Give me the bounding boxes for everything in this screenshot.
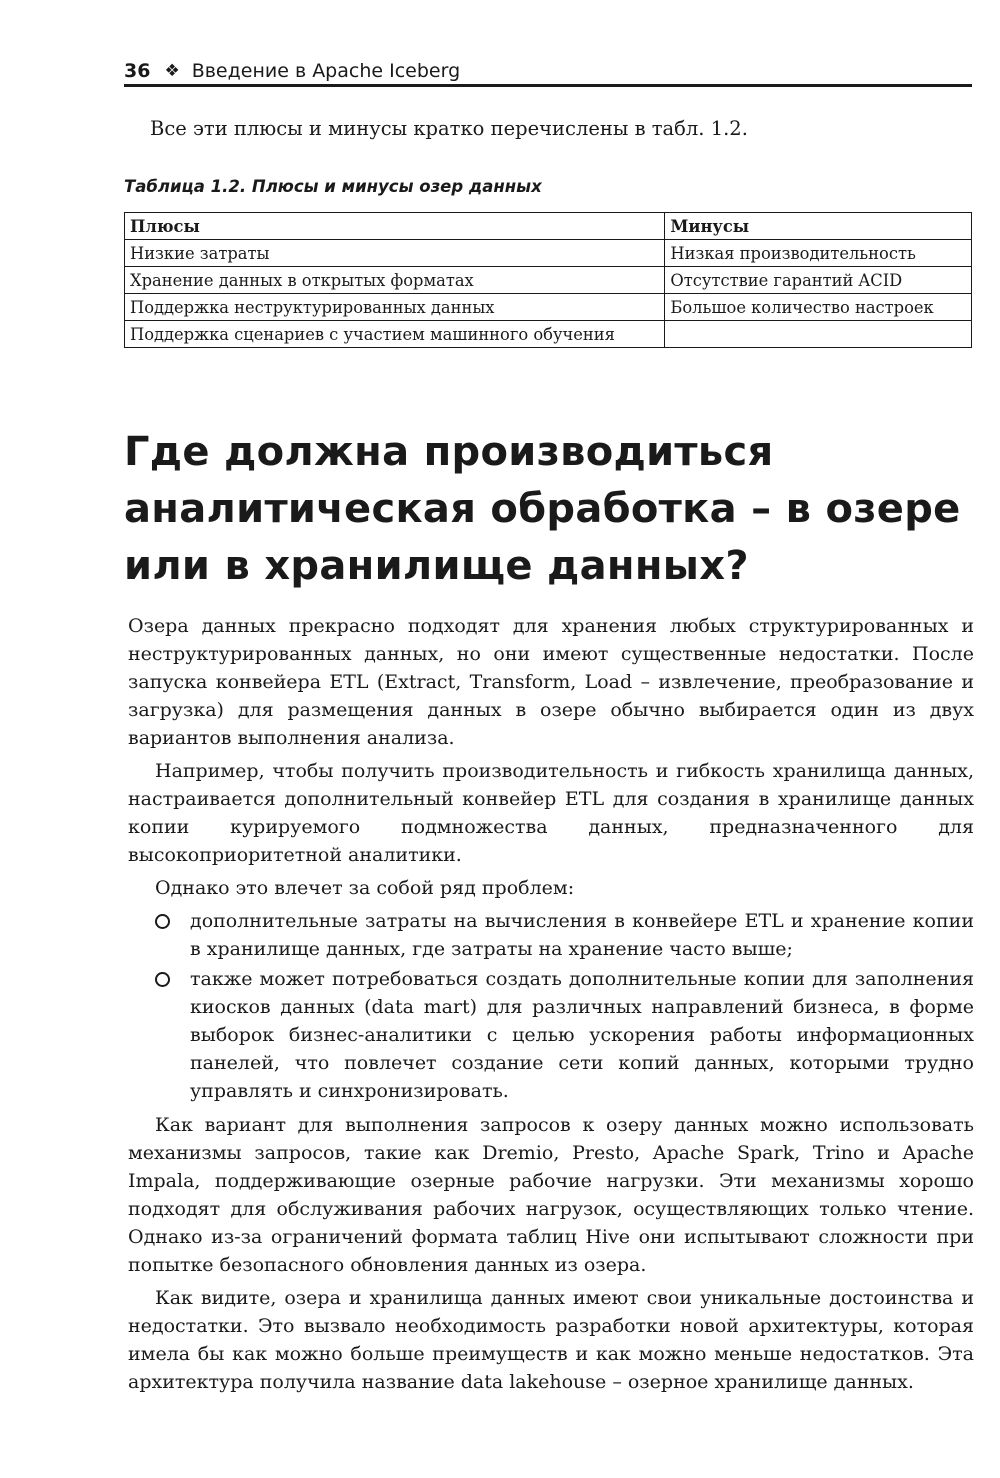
table-cell: Хранение данных в открытых форматах xyxy=(125,267,665,294)
header-cons: Минусы xyxy=(665,213,972,240)
paragraph: Например, чтобы получить производительность и гибкость хранилища данных, настраивается дополнительный конвейер ETL для создания в хранилище данных копии курируемого подмножества данных, предназначенного для высокоприоритетной аналитики. xyxy=(128,760,974,866)
table-cell: Поддержка сценариев с участием машинного обучения xyxy=(125,321,665,348)
table-cell: Низкая производительность xyxy=(665,240,972,267)
table-cell: Большое количество настроек xyxy=(665,294,972,321)
header-pros: Плюсы xyxy=(125,213,665,240)
table-cell: Низкие затраты xyxy=(125,240,665,267)
heading-line: Где должна производиться xyxy=(124,429,774,475)
paragraph: Как вариант для выполнения запросов к озеру данных можно использовать механизмы запросов, такие как Dremio, Presto, Apache Spark, Trino и Apache Impala, поддерживающие озерные рабочие нагрузки. Эти механизмы хорошо подходят для обслуживания рабочих нагрузок, осуществляющих только чтение. Однако из-за ограничений формата таблиц Hive они испытывают сложности при попытке безопасного обновления данных из озера. xyxy=(128,1114,974,1276)
bullet-list xyxy=(128,907,974,1105)
table-row xyxy=(125,294,972,321)
table-row xyxy=(125,240,972,267)
intro-sentence: Все эти плюсы и минусы кратко перечислены в табл. 1.2. xyxy=(150,117,748,140)
circle-bullet-icon xyxy=(155,914,170,929)
list-item-text: дополнительные затраты на вычисления в конвейере ETL и хранение копии в хранилище данных, где затраты на хранение часто выше; xyxy=(190,910,974,960)
pros-cons-table xyxy=(124,212,972,348)
list-item xyxy=(128,965,974,1105)
list-item xyxy=(128,907,974,963)
running-header-title: Введение в Apache Iceberg xyxy=(191,60,461,82)
body-text xyxy=(128,612,974,1401)
section-heading xyxy=(124,424,984,595)
table-cell: Поддержка неструктурированных данных xyxy=(125,294,665,321)
heading-line: аналитическая обработка – в озере xyxy=(124,486,961,532)
table-cell xyxy=(665,321,972,348)
list-item-text: также может потребоваться создать дополнительные копии для заполнения киосков данных (data mart) для различных направлений бизнеса, в форме выборок бизнес-аналитики с целью ускорения работы информационных панелей, что повлечет создание сети копий данных, которыми трудно управлять и синхронизировать. xyxy=(190,968,974,1102)
paragraph: Однако это влечет за собой ряд проблем: xyxy=(155,877,575,899)
table-cell: Отсутствие гарантий ACID xyxy=(665,267,972,294)
running-header xyxy=(124,56,972,86)
ornament-icon: ❖ xyxy=(164,61,180,81)
circle-bullet-icon xyxy=(155,972,170,987)
heading-line: или в хранилище данных? xyxy=(124,543,749,589)
paragraph: Озера данных прекрасно подходят для хранения любых структурированных и неструктурированных данных, но они имеют существенные недостатки. После запуска конвейера ETL (Extract, Transform, Load – извлечение, преобразование и загрузка) для размещения данных в озере обычно выбирается один из двух вариантов выполнения анализа. xyxy=(128,615,974,749)
table-row xyxy=(125,267,972,294)
table-caption: Таблица 1.2. Плюсы и минусы озер данных xyxy=(124,177,542,196)
table-row xyxy=(125,321,972,348)
paragraph: Как видите, озера и хранилища данных имеют свои уникальные достоинства и недостатки. Это вызвало необходимость разработки новой архитектуры, которая имела бы как можно больше преимуществ и как можно меньше недостатков. Эта архитектура получила название data lakehouse – озерное хранилище данных. xyxy=(128,1287,974,1393)
table-header-row xyxy=(125,213,972,240)
header-rule xyxy=(124,84,972,87)
page-number: 36 xyxy=(124,60,151,82)
